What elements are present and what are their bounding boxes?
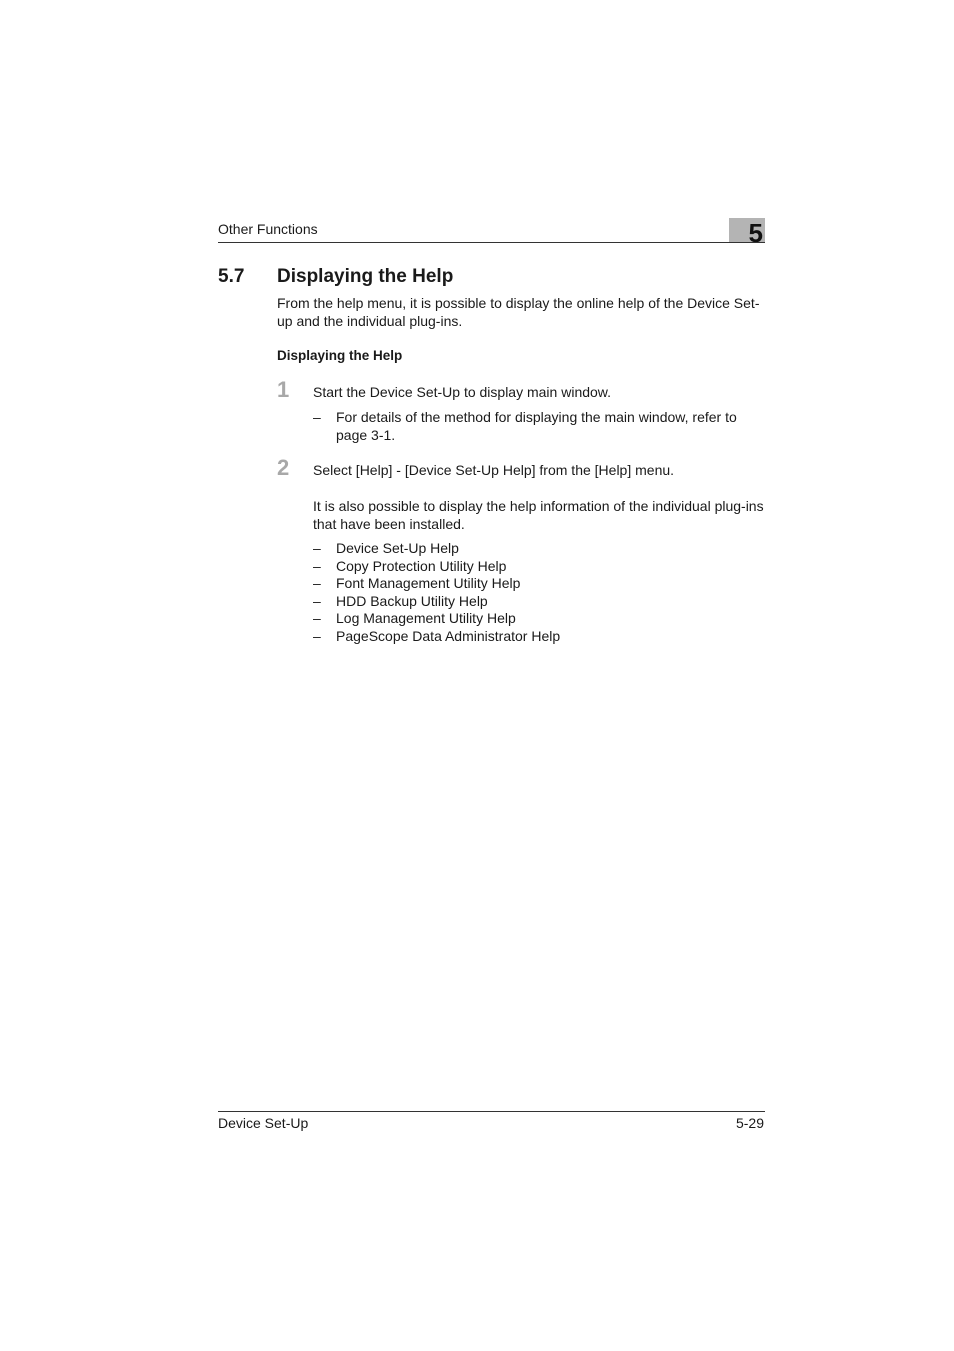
- list-item: [313, 540, 560, 558]
- list-dash: –: [313, 575, 321, 592]
- step-note: It is also possible to display the help information of the individual plug-ins that have been installed.: [313, 498, 764, 532]
- footer-page-number: 5-29: [735, 1115, 764, 1131]
- list-item-label: Copy Protection Utility Help: [336, 557, 507, 574]
- list-dash: –: [313, 610, 321, 627]
- chapter-number: 5: [748, 218, 763, 248]
- chapter-tab: [729, 218, 765, 248]
- header-rule: [218, 242, 765, 243]
- procedure-title: Displaying the Help: [277, 348, 403, 363]
- list-dash: –: [313, 557, 321, 574]
- step-substep: For details of the method for displaying the main window, refer to page 3-1.: [336, 409, 737, 443]
- list-dash: –: [313, 592, 321, 609]
- list-item-label: HDD Backup Utility Help: [336, 592, 488, 609]
- step-number: 1: [277, 377, 290, 402]
- step-text: Start the Device Set-Up to display main window.: [313, 384, 612, 400]
- list-item-label: Device Set-Up Help: [336, 540, 459, 556]
- list-item: [313, 575, 560, 593]
- section-title: Displaying the Help: [277, 266, 454, 287]
- list-item: [313, 558, 560, 576]
- list-item-label: Font Management Utility Help: [336, 575, 521, 592]
- step-text: Select [Help] - [Device Set-Up Help] from the [Help] menu.: [313, 462, 675, 478]
- section-intro: From the help menu, it is possible to display the online help of the Device Set-up and the individual plug-ins.: [277, 295, 760, 329]
- list-item: [313, 628, 560, 646]
- list-item: [313, 610, 560, 628]
- footer-manual-name: Device Set-Up: [218, 1115, 309, 1131]
- list-item-label: PageScope Data Administrator Help: [336, 627, 561, 644]
- step-number: 2: [277, 455, 290, 480]
- list-item: [313, 593, 560, 611]
- list-dash: –: [313, 540, 321, 556]
- footer-rule: [218, 1111, 765, 1112]
- help-list: [313, 540, 560, 646]
- sub-bullet-dash: –: [313, 409, 321, 425]
- running-header-title: Other Functions: [218, 221, 318, 237]
- section-number: 5.7: [218, 266, 245, 287]
- list-dash: –: [313, 627, 321, 644]
- list-item-label: Log Management Utility Help: [336, 610, 516, 627]
